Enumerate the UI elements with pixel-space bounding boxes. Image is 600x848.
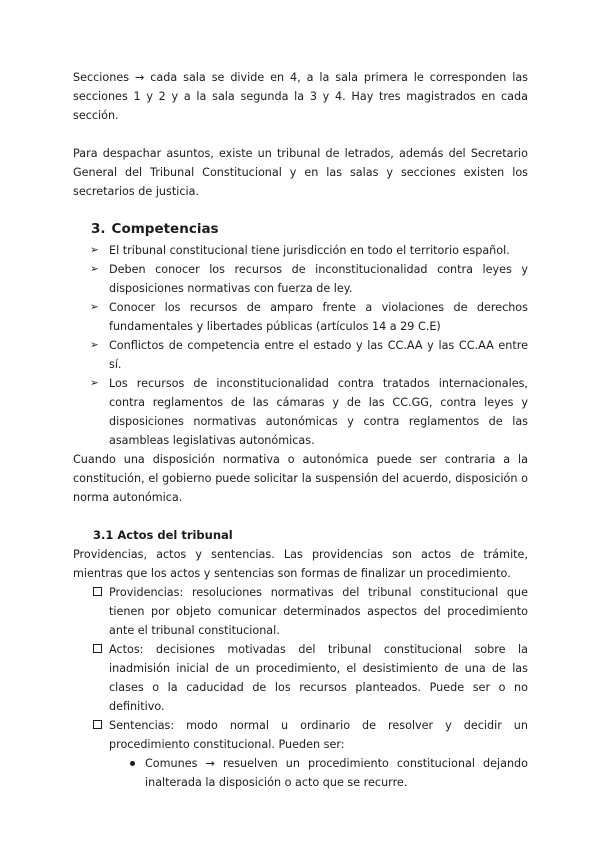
arrow-bullet-icon: ➢: [90, 377, 99, 389]
document-page: [73, 68, 528, 792]
list-item: ➢ Conocer los recursos de amparo frente a violaciones de derechos fundamentales y libertades públicas (artículos 14 a 29 C.E): [73, 298, 528, 336]
list-item: ➢ El tribunal constitucional tiene jurisdicción en todo el territorio español.: [73, 241, 528, 260]
section-title: Competencias: [111, 221, 219, 237]
list-item: ➢ Conflictos de competencia entre el estado y las CC.AA y las CC.AA entre sí.: [73, 336, 528, 374]
sentencias-sublist: [73, 754, 528, 792]
list-item: Comunes → resuelven un procedimiento constitucional dejando inalterada la disposición o acto que se recurre.: [73, 754, 528, 792]
section-number: 3.: [91, 221, 106, 237]
checkbox-icon: [93, 720, 102, 729]
section-heading-competencias: [91, 219, 528, 239]
paragraph-secciones: Secciones → cada sala se divide en 4, a la sala primera le corresponden las secciones 1 y 2 y a la sala segunda la 3 y 4. Hay tres magistrados en cada sección.: [73, 71, 528, 122]
dot-bullet-icon: [130, 761, 135, 766]
paragraph-providencias: Providencias, actos y sentencias. Las providencias son actos de trámite, mientras que los actos y sentencias son formas de finalizar un procedimiento.: [73, 548, 528, 580]
checkbox-icon: [93, 644, 102, 653]
list-item: ➢ Los recursos de inconstitucionalidad contra tratados internacionales, contra reglamentos de las cámaras y de las CC.GG, contra leyes y disposiciones normativas autonómicas y contra reglamentos de las asambleas legislativas autonómicas.: [73, 374, 528, 450]
list-item: Actos: decisiones motivadas del tribunal constitucional sobre la inadmisión inicial de un procedimiento, el desistimiento de una de las clases o la caducidad de los recursos planteados. Puede ser o no definitivo.: [73, 640, 528, 716]
checkbox-icon: [93, 587, 102, 596]
list-item: ➢ Deben conocer los recursos de inconstitucionalidad contra leyes y disposiciones normativas con fuerza de ley.: [73, 260, 528, 298]
actos-list: [73, 583, 528, 754]
subsection-heading-actos: 3.1 Actos del tribunal: [93, 528, 233, 542]
paragraph-letrados: Para despachar asuntos, existe un tribunal de letrados, además del Secretario General del Tribunal Constitucional y en las salas y secciones existen los secretarios de justicia.: [73, 147, 528, 198]
list-item: Sentencias: modo normal u ordinario de resolver y decidir un procedimiento constitucional. Pueden ser:: [73, 716, 528, 754]
arrow-bullet-icon: ➢: [90, 244, 99, 256]
arrow-bullet-icon: ➢: [90, 263, 99, 275]
competencias-list: [73, 241, 528, 450]
arrow-bullet-icon: ➢: [90, 301, 99, 313]
list-item: Providencias: resoluciones normativas del tribunal constitucional que tienen por objeto comunicar determinados aspectos del procedimiento ante el tribunal constitucional.: [73, 583, 528, 640]
paragraph-suspension: Cuando una disposición normativa o autonómica puede ser contraria a la constitución, el gobierno puede solicitar la suspensión del acuerdo, disposición o norma autonómica.: [73, 453, 528, 504]
arrow-bullet-icon: ➢: [90, 339, 99, 351]
